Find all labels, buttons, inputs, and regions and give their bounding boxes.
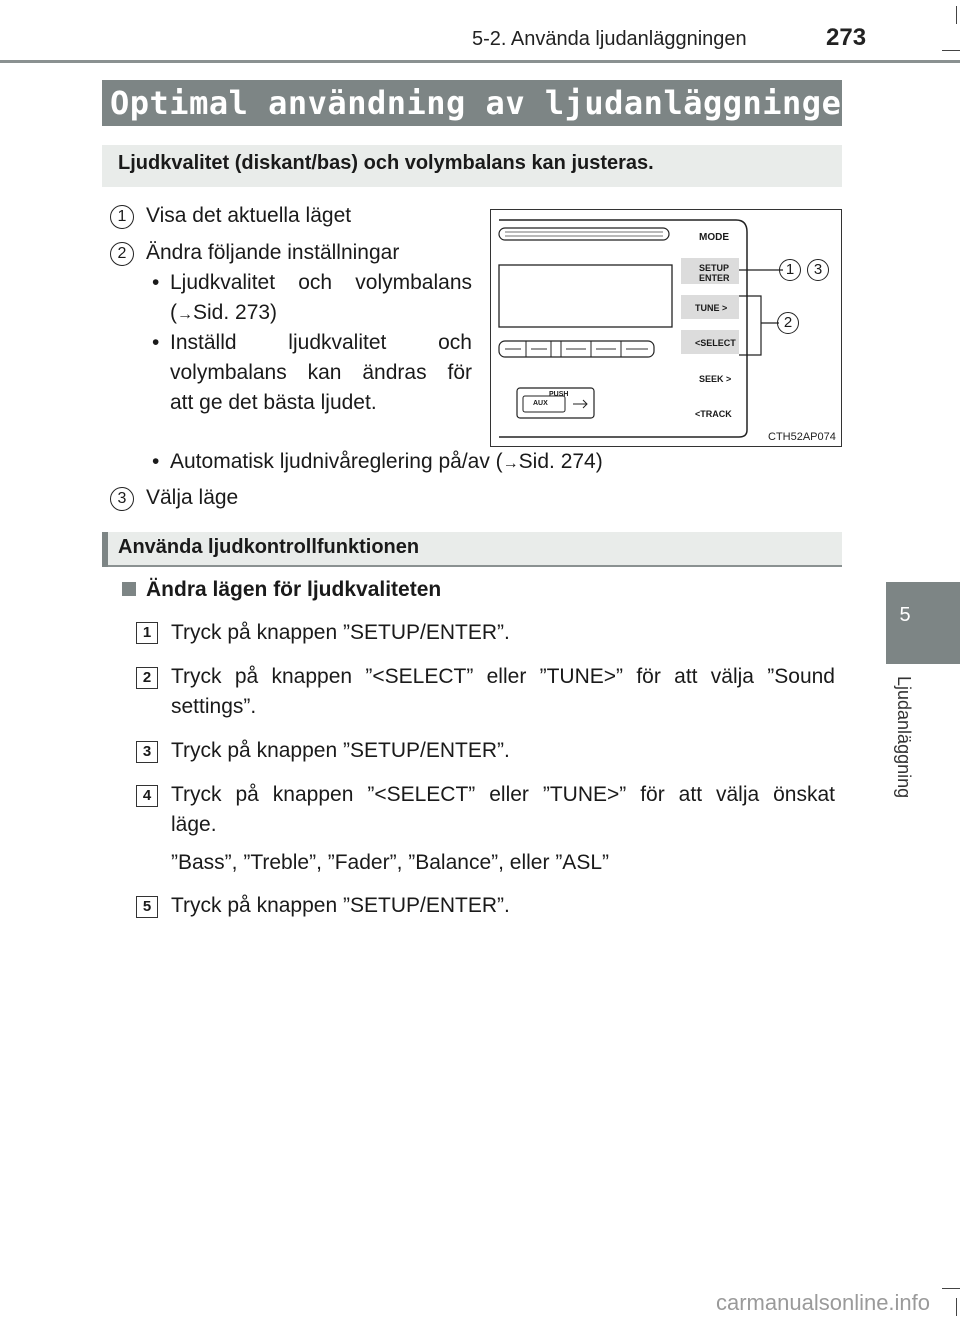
step-number: 5 [136,896,158,918]
mode-button-label: MODE [699,232,729,243]
step-note: ”Bass”, ”Treble”, ”Fader”, ”Balance”, eller ”ASL” [171,851,609,874]
item-number: 3 [110,487,134,511]
subheading: Ändra lägen för ljudkvaliteten [146,578,442,601]
section-heading-rule [102,565,842,567]
step-text: Tryck på knappen ”SETUP/ENTER”. [171,739,510,762]
callout-number: 2 [777,312,799,334]
square-bullet-icon [122,582,136,596]
step-text: läge. [171,813,217,836]
step-number: 2 [136,667,158,689]
step-number: 4 [136,785,158,807]
item-number: 2 [110,242,134,266]
tune-button-label: TUNE > [695,303,728,313]
chapter-label: Ljudanläggning [894,676,914,799]
aux-label: AUX [533,400,548,407]
crop-mark [956,6,957,24]
track-button-label: <TRACK [695,409,732,419]
crop-mark [942,1288,960,1289]
item-text: Visa det aktuella läget [146,204,352,227]
lead-text: Ljudkvalitet (diskant/bas) och volymbalans kan justeras. [118,152,654,174]
seek-button-label: SEEK > [699,374,732,384]
step-text: Tryck på knappen ”<SELECT” eller ”TUNE>” för att välja önskat [171,783,835,806]
bullet-dot: • [152,450,160,473]
crop-mark [956,1298,957,1316]
page-number: 273 [826,24,867,51]
callout-number: 1 [779,259,801,281]
bullet-text: Automatisk ljudnivåreglering på/av (→Sid. 274) [170,450,603,473]
audio-unit-figure [490,209,842,447]
setup-enter-button-label: SETUP ENTER [699,263,730,283]
step-text: Tryck på knappen ”SETUP/ENTER”. [171,621,510,644]
page-title: Optimal användning av ljudanläggningen [110,84,862,122]
bullet-text: volymbalans kan ändras för [170,361,472,384]
section-heading: Använda ljudkontrollfunktionen [118,536,420,558]
bullet-ref: (→Sid. 273) [170,301,278,324]
figure-code: CTH52AP074 [768,431,836,443]
header-rule [0,60,960,63]
step-text: Tryck på knappen ”<SELECT” eller ”TUNE>” för att välja ”Sound [171,665,835,688]
callout-number: 3 [807,259,829,281]
bullet-dot: • [152,271,160,294]
arrow-icon: → [177,306,193,323]
arrow-icon: → [502,455,519,472]
bullet-text: Inställd ljudkvalitet och [170,331,472,354]
bullet-dot: • [152,331,160,354]
item-number: 1 [110,205,134,229]
step-number: 1 [136,622,158,644]
step-number: 3 [136,741,158,763]
step-text: settings”. [171,695,257,718]
item-text: Ändra följande inställningar [146,241,400,264]
crop-mark [942,50,960,51]
step-text: Tryck på knappen ”SETUP/ENTER”. [171,894,510,917]
bullet-text: att ge det bästa ljudet. [170,391,377,414]
section-heading-bar [102,532,108,567]
push-label: PUSH [549,391,569,398]
bullet-text: Ljudkvalitet och volymbalans [170,271,472,294]
running-header-section: 5-2. Använda ljudanläggningen [472,28,747,50]
select-button-label: <SELECT [695,338,736,348]
item-text: Välja läge [146,486,239,509]
watermark: carmanualsonline.info [716,1290,931,1315]
page-ref[interactable]: Sid. 273) [193,301,278,324]
chapter-number: 5 [899,604,911,626]
page-ref[interactable]: Sid. 274) [518,450,603,473]
